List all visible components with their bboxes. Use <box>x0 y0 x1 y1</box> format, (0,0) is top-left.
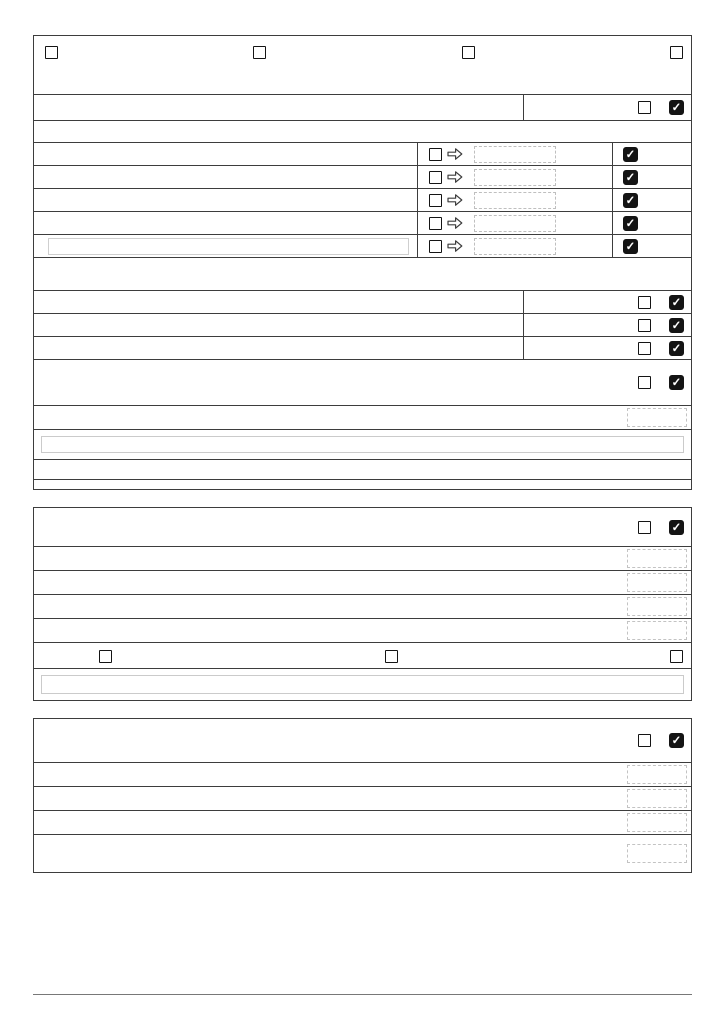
checkbox-od-razu[interactable] <box>45 46 58 59</box>
yes-no-cell <box>523 95 691 120</box>
checkbox-tak[interactable] <box>429 171 442 184</box>
liczba-wnioskow-input[interactable] <box>627 408 687 427</box>
arrow-right-icon <box>447 147 463 161</box>
row-label <box>34 198 417 202</box>
checkbox-tak[interactable] <box>638 296 651 309</box>
liczba-input[interactable] <box>474 169 556 186</box>
table-row-tekst-maszynowy <box>34 290 691 313</box>
checkbox-cyfrowa[interactable] <box>385 650 398 663</box>
laczone-input[interactable] <box>627 844 687 863</box>
table-row-inne <box>34 234 691 257</box>
nie-cell <box>613 235 691 257</box>
row-label <box>34 152 417 156</box>
arrow-right-icon <box>447 170 463 184</box>
checkbox-nie[interactable] <box>669 733 684 748</box>
liczba-przypadkow-input[interactable] <box>627 549 687 568</box>
uzasadnienie-row <box>34 668 691 694</box>
section4-title <box>34 379 525 387</box>
wylacznie-informacyjno-input[interactable] <box>627 813 687 832</box>
comments-text <box>34 480 691 489</box>
option-1-dzien <box>248 46 266 59</box>
table-row-systemy-fm <box>34 165 691 188</box>
section3-title <box>34 271 691 277</box>
table-row-petle <box>34 142 691 165</box>
liczba-input[interactable] <box>474 146 556 163</box>
checkbox-nie[interactable] <box>623 147 638 162</box>
liczba-input[interactable] <box>474 215 556 232</box>
liczba-input[interactable] <box>474 238 556 255</box>
arrow-right-icon <box>447 239 463 253</box>
checkbox-architektoniczna[interactable] <box>99 650 112 663</box>
table-row-wylacznie-architektonicznej <box>34 786 691 810</box>
table-row-nazwy-form <box>34 429 691 453</box>
nie-cell <box>613 189 691 211</box>
checkbox-tak[interactable] <box>429 148 442 161</box>
nie-cell <box>613 143 691 165</box>
option-cyfrowa <box>380 650 398 663</box>
table-row-liczba-przypadkow <box>34 546 691 570</box>
checkbox-informacyjno-komunikacyjna[interactable] <box>670 650 683 663</box>
row-label <box>34 629 627 633</box>
table-row-etr <box>34 336 691 359</box>
checkbox-tak[interactable] <box>429 240 442 253</box>
table-row-wsparcie-osoby <box>34 570 691 594</box>
sign-language-options <box>34 43 691 65</box>
comments-header <box>34 459 691 479</box>
tak-liczba-cell <box>417 235 613 257</box>
table-row-podczerwien <box>34 188 691 211</box>
table-row-bluetooth <box>34 211 691 234</box>
section2-title <box>34 130 691 134</box>
checkbox-nie[interactable] <box>669 318 684 333</box>
row-label <box>34 821 627 825</box>
brak-options <box>34 648 691 668</box>
checkbox-tak[interactable] <box>638 376 651 389</box>
row-label <box>34 346 523 350</box>
checkbox-nie[interactable] <box>669 520 684 535</box>
arrow-right-icon <box>447 216 463 230</box>
sign-language-intro-text <box>34 36 691 43</box>
table-row-liczba-wnioskow <box>34 405 691 429</box>
row-label <box>34 557 627 561</box>
row-label <box>34 175 417 179</box>
row-label <box>34 797 627 801</box>
uzasadnienie-input[interactable] <box>41 675 684 694</box>
page-footer <box>33 994 692 999</box>
checkbox-nie[interactable] <box>623 239 638 254</box>
yes-no-cell <box>523 291 691 313</box>
table-row-zmiany-organizacji <box>34 618 691 642</box>
tak-liczba-cell <box>417 212 613 234</box>
option-architektoniczna <box>94 650 112 663</box>
sign-language-time-row <box>34 36 691 94</box>
row-label <box>34 416 627 420</box>
wsparcie-osoby-input[interactable] <box>627 573 687 592</box>
nie-cell <box>613 166 691 188</box>
row-label <box>34 773 627 777</box>
checkbox-nie[interactable] <box>669 341 684 356</box>
yes-no-cell <box>523 314 691 336</box>
dzial5-question-row <box>34 719 691 762</box>
row-label <box>34 430 691 435</box>
section4-header <box>34 359 691 405</box>
table-row-wylacznie-informacyjno <box>34 810 691 834</box>
table-row-laczone <box>34 834 691 872</box>
section2-header <box>34 120 691 142</box>
section3-header <box>34 257 691 290</box>
main-form-table <box>33 35 692 490</box>
table-row-liczba-otrzymanych <box>34 762 691 786</box>
dzial5-question <box>34 739 531 743</box>
tak-liczba-cell <box>417 166 613 188</box>
comments-body <box>34 479 691 489</box>
yes-no-cell <box>531 719 691 762</box>
checkbox-tak[interactable] <box>638 101 651 114</box>
tak-liczba-cell <box>417 189 613 211</box>
checkbox-tak[interactable] <box>638 521 651 534</box>
wsparcie-techniczne-input[interactable] <box>627 597 687 616</box>
checkbox-nie[interactable] <box>623 170 638 185</box>
checkbox-tak[interactable] <box>638 319 651 332</box>
row-label <box>34 323 523 327</box>
checkbox-nie[interactable] <box>623 216 638 231</box>
comments-title <box>34 468 691 472</box>
checkbox-1-dzien[interactable] <box>253 46 266 59</box>
row-label <box>34 221 417 225</box>
dzial4-question-row <box>34 508 691 546</box>
dzial5-table <box>33 718 692 873</box>
dzial4-table <box>33 507 692 701</box>
table-row-pjm-wideo <box>34 313 691 336</box>
liczba-input[interactable] <box>474 192 556 209</box>
checkbox-tak[interactable] <box>638 342 651 355</box>
nie-cell <box>613 212 691 234</box>
row-label <box>34 851 594 857</box>
row-label <box>34 581 627 585</box>
checkbox-nie[interactable] <box>669 100 684 115</box>
yes-no-cell <box>525 360 691 405</box>
nazwy-form-input[interactable] <box>41 436 684 453</box>
checkbox-tak[interactable] <box>638 734 651 747</box>
option-2-3-dni <box>457 46 475 59</box>
tak-liczba-cell <box>417 143 613 165</box>
row-label <box>34 106 523 110</box>
dzial4-question <box>34 525 525 529</box>
checkbox-nie[interactable] <box>669 295 684 310</box>
liczba-otrzymanych-input[interactable] <box>627 765 687 784</box>
inne-input[interactable] <box>48 238 409 255</box>
table-row-wsparcie-techniczne <box>34 594 691 618</box>
brak-dostepnosci-row <box>34 642 691 668</box>
option-informacyjno-komunikacyjna <box>665 650 683 663</box>
option-powyzej-3-dni <box>665 46 683 59</box>
zmiany-organizacji-input[interactable] <box>627 621 687 640</box>
checkbox-tak[interactable] <box>429 194 442 207</box>
option-od-razu <box>40 46 58 59</box>
row-label-wrap <box>34 236 417 257</box>
arrow-right-icon <box>447 193 463 207</box>
checkbox-nie[interactable] <box>623 193 638 208</box>
uzasadnienie-label <box>34 669 691 674</box>
yes-no-cell <box>523 337 691 359</box>
row-label <box>34 300 523 304</box>
checkbox-2-3-dni[interactable] <box>462 46 475 59</box>
checkbox-tak[interactable] <box>429 217 442 230</box>
wylacznie-architektonicznej-input[interactable] <box>627 789 687 808</box>
row-h-kontakt-tlumacz <box>34 94 691 120</box>
checkbox-powyzej-3-dni[interactable] <box>670 46 683 59</box>
checkbox-nie[interactable] <box>669 375 684 390</box>
row-label <box>34 605 627 609</box>
yes-no-cell <box>525 508 691 546</box>
